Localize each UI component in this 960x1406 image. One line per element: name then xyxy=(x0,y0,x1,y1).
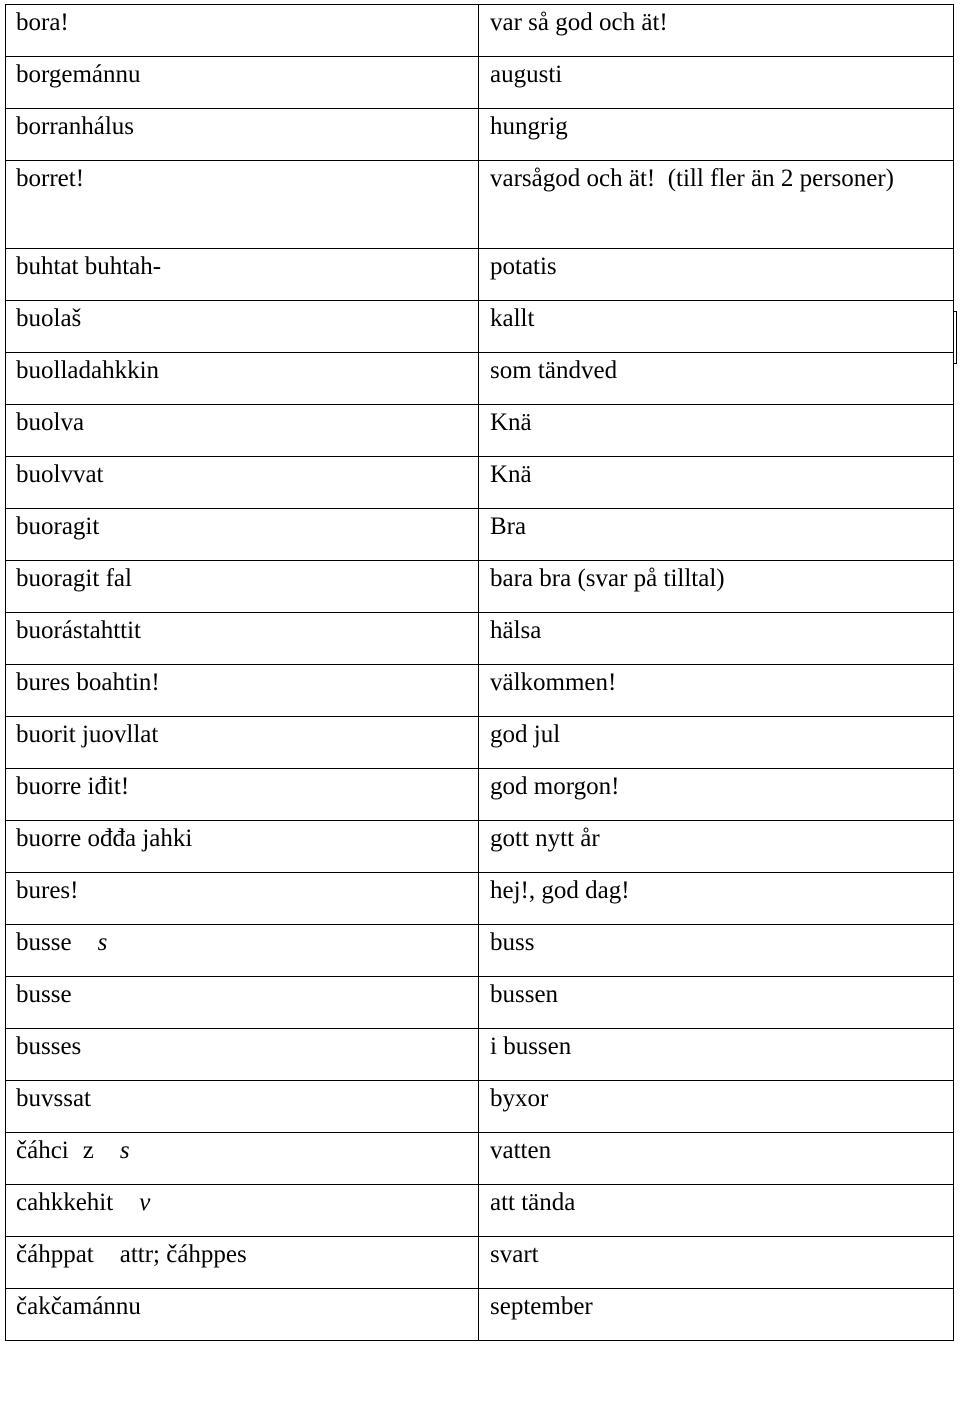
translation-text: kallt xyxy=(490,305,535,332)
swedish-translation xyxy=(479,301,954,353)
translation-text: hej!, god dag! xyxy=(490,877,630,904)
table-row xyxy=(6,301,954,353)
translation-text: gott nytt år xyxy=(490,825,600,852)
translation-text: Knä xyxy=(490,409,532,436)
table-row xyxy=(6,665,954,717)
swedish-translation xyxy=(479,249,954,301)
swedish-translation xyxy=(479,613,954,665)
table-row xyxy=(6,161,954,249)
table-row xyxy=(6,1081,954,1133)
swedish-translation xyxy=(479,1133,954,1185)
sami-term xyxy=(6,873,479,925)
term-text: buolaš xyxy=(16,305,82,332)
translation-text: buss xyxy=(490,929,535,956)
sami-term xyxy=(6,665,479,717)
table-row xyxy=(6,5,954,57)
term-text: bora! xyxy=(16,9,69,36)
sami-term xyxy=(6,1133,479,1185)
term-text: borret! xyxy=(16,165,85,192)
grammar-tag: s xyxy=(119,1137,130,1164)
swedish-translation xyxy=(479,1237,954,1289)
sami-term xyxy=(6,457,479,509)
term-text: borranhálus xyxy=(16,113,135,140)
sami-term xyxy=(6,769,479,821)
translation-text: god jul xyxy=(490,721,561,748)
sami-term xyxy=(6,57,479,109)
term-text: bures boahtin! xyxy=(16,669,160,696)
term-extra: attr; čáhppes xyxy=(119,1241,247,1268)
table-row xyxy=(6,1289,954,1341)
table-row xyxy=(6,1133,954,1185)
swedish-translation xyxy=(479,925,954,977)
table-row xyxy=(6,769,954,821)
swedish-translation xyxy=(479,57,954,109)
table-row xyxy=(6,353,954,405)
swedish-translation xyxy=(479,1289,954,1341)
sami-term xyxy=(6,353,479,405)
table-row xyxy=(6,57,954,109)
swedish-translation xyxy=(479,457,954,509)
translation-text: potatis xyxy=(490,253,557,280)
swedish-translation xyxy=(479,665,954,717)
translation-text: bussen xyxy=(490,981,559,1008)
term-text: busse xyxy=(16,929,72,956)
term-text: buoragit fal xyxy=(16,565,132,592)
table-row xyxy=(6,561,954,613)
table-row xyxy=(6,613,954,665)
translation-text: god morgon! xyxy=(490,773,620,800)
term-text: buvssat xyxy=(16,1085,91,1112)
swedish-translation xyxy=(479,509,954,561)
table-row xyxy=(6,109,954,161)
swedish-translation xyxy=(479,977,954,1029)
term-text: busse xyxy=(16,981,72,1008)
sami-term xyxy=(6,1029,479,1081)
translation-text: bara bra (svar på tilltal) xyxy=(490,565,725,592)
swedish-translation xyxy=(479,109,954,161)
sami-term xyxy=(6,109,479,161)
term-text: buorit juovllat xyxy=(16,721,159,748)
table-row xyxy=(6,873,954,925)
sami-term xyxy=(6,977,479,1029)
swedish-translation xyxy=(479,769,954,821)
sami-term xyxy=(6,925,479,977)
table-row xyxy=(6,717,954,769)
term-text: bures! xyxy=(16,877,79,904)
translation-text: varsågod och ät! (till fler än 2 personer) xyxy=(490,165,895,192)
term-text: buorástahttit xyxy=(16,617,141,644)
swedish-translation xyxy=(479,405,954,457)
sami-term xyxy=(6,5,479,57)
translation-text: Knä xyxy=(490,461,532,488)
table-row xyxy=(6,1029,954,1081)
table-row xyxy=(6,249,954,301)
sami-term xyxy=(6,1237,479,1289)
swedish-translation xyxy=(479,717,954,769)
sami-term xyxy=(6,509,479,561)
term-text: čakčamánnu xyxy=(16,1293,141,1320)
sami-term xyxy=(6,1081,479,1133)
term-text: buolva xyxy=(16,409,85,436)
sami-term xyxy=(6,1185,479,1237)
swedish-translation xyxy=(479,1081,954,1133)
translation-text: Bra xyxy=(490,513,527,540)
term-text: buoragit xyxy=(16,513,100,540)
swedish-translation xyxy=(479,873,954,925)
table-row xyxy=(6,1237,954,1289)
sami-term xyxy=(6,821,479,873)
swedish-translation xyxy=(479,561,954,613)
swedish-translation xyxy=(479,1029,954,1081)
term-extra: z xyxy=(82,1137,94,1164)
sami-term xyxy=(6,1289,479,1341)
sami-term xyxy=(6,161,479,249)
term-text: čáhppat xyxy=(16,1241,94,1268)
sami-term xyxy=(6,561,479,613)
swedish-translation xyxy=(479,1185,954,1237)
grammar-tag: v xyxy=(139,1189,151,1216)
translation-text: i bussen xyxy=(490,1033,572,1060)
table-row xyxy=(6,925,954,977)
grammar-tag: s xyxy=(97,929,108,956)
translation-text: byxor xyxy=(490,1085,549,1112)
translation-text: augusti xyxy=(490,61,563,88)
translation-text: att tända xyxy=(490,1189,576,1216)
term-text: busses xyxy=(16,1033,82,1060)
swedish-translation xyxy=(479,353,954,405)
sami-term xyxy=(6,301,479,353)
table-edge-artifact xyxy=(953,311,957,364)
sami-term xyxy=(6,249,479,301)
term-text: buorre ođđa jahki xyxy=(16,825,193,852)
translation-text: var så god och ät! xyxy=(490,9,668,36)
translation-text: vatten xyxy=(490,1137,552,1164)
sami-term xyxy=(6,613,479,665)
table-row xyxy=(6,457,954,509)
term-text: buhtat buhtah- xyxy=(16,253,162,280)
glossary-table xyxy=(5,4,954,1341)
term-text: čáhci xyxy=(16,1137,69,1164)
term-text: buolvvat xyxy=(16,461,104,488)
sami-term xyxy=(6,717,479,769)
term-text: buorre iđit! xyxy=(16,773,130,800)
sami-term xyxy=(6,405,479,457)
term-text: buolladahkkin xyxy=(16,357,160,384)
table-row xyxy=(6,977,954,1029)
translation-text: hungrig xyxy=(490,113,568,140)
translation-text: hälsa xyxy=(490,617,542,644)
table-row xyxy=(6,405,954,457)
swedish-translation xyxy=(479,5,954,57)
swedish-translation xyxy=(479,821,954,873)
term-text: borgemánnu xyxy=(16,61,141,88)
term-text: cahkkehit xyxy=(16,1189,114,1216)
swedish-translation xyxy=(479,161,954,249)
table-row xyxy=(6,821,954,873)
translation-text: välkommen! xyxy=(490,669,617,696)
translation-text: som tändved xyxy=(490,357,618,384)
translation-text: svart xyxy=(490,1241,539,1268)
translation-text: september xyxy=(490,1293,593,1320)
table-row xyxy=(6,1185,954,1237)
table-row xyxy=(6,509,954,561)
